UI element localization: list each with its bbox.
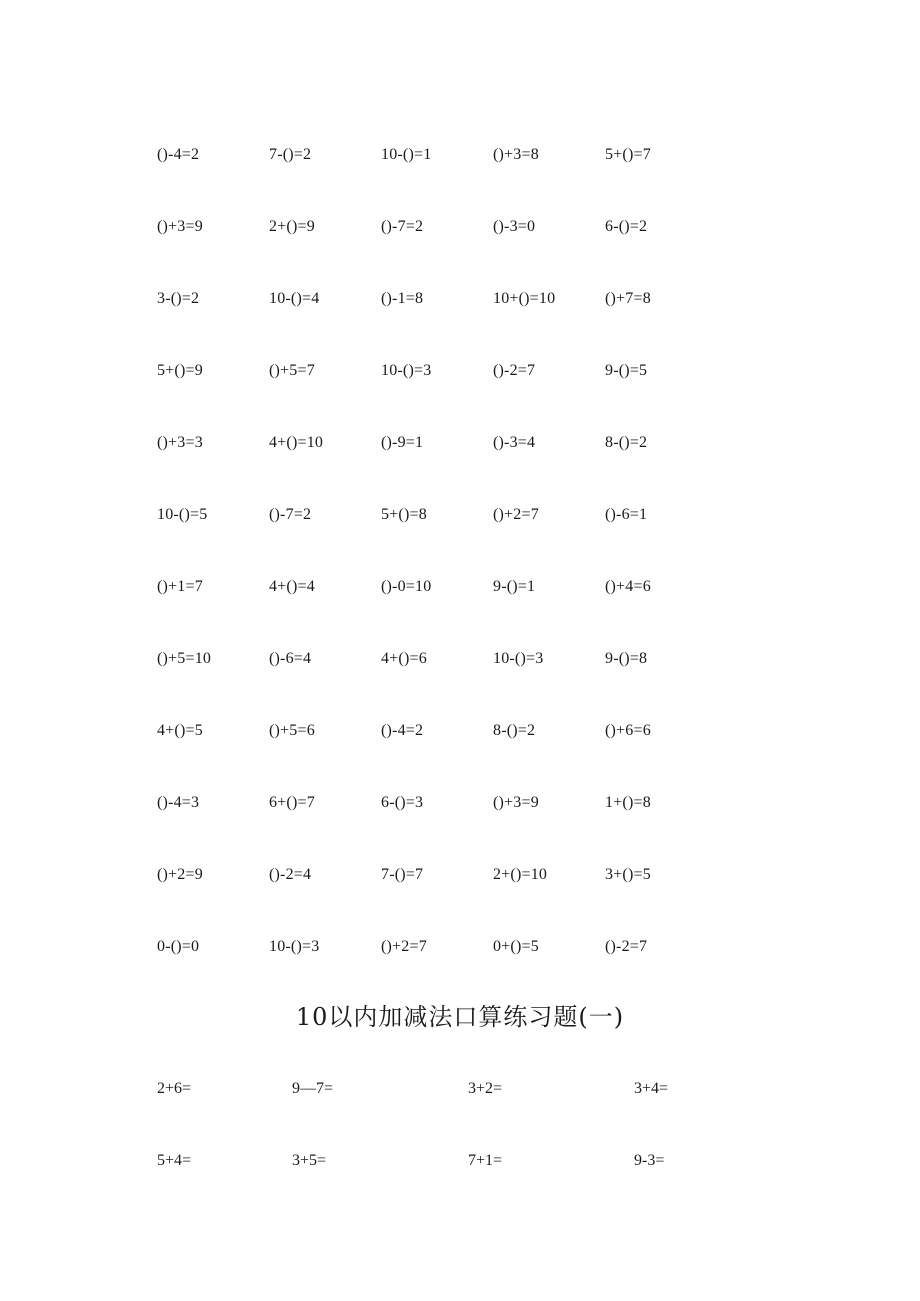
problem: 8-()=2 [605, 434, 648, 451]
problem: 3+()=5 [605, 866, 651, 883]
problem: 10-()=4 [269, 290, 320, 307]
problem: ()+3=8 [493, 146, 539, 163]
problem: 3+2= [468, 1080, 503, 1097]
problem: ()+6=6 [605, 722, 651, 739]
problem: 3+5= [292, 1152, 327, 1169]
problem-row [157, 1077, 717, 1149]
problem: 5+()=9 [157, 362, 203, 379]
fill-in-blank-grid [157, 143, 717, 1007]
problem: ()-6=4 [269, 650, 312, 667]
problem: 7-()=7 [381, 866, 424, 883]
problem: ()-7=2 [381, 218, 424, 235]
problem: ()-4=3 [157, 794, 200, 811]
problem: ()-9=1 [381, 434, 424, 451]
problem: 9-()=1 [493, 578, 536, 595]
problem: 5+()=8 [381, 506, 427, 523]
problem: 0+()=5 [493, 938, 539, 955]
problem-row [157, 431, 717, 503]
problem: 4+()=10 [269, 434, 324, 451]
problem: ()+3=9 [157, 218, 203, 235]
problem: ()+5=10 [157, 650, 212, 667]
problem: ()-6=1 [605, 506, 648, 523]
problem: 4+()=4 [269, 578, 315, 595]
problem: 3-()=2 [157, 290, 200, 307]
problem: 9-3= [634, 1152, 665, 1169]
problem-row [157, 719, 717, 791]
problem: 4+()=6 [381, 650, 427, 667]
problem: 9-()=5 [605, 362, 648, 379]
problem: 6-()=3 [381, 794, 424, 811]
problem: 10-()=3 [269, 938, 320, 955]
section-title: 10以内加减法口算练习题(一) [295, 1003, 625, 1031]
problem: 2+6= [157, 1080, 192, 1097]
problem-row [157, 791, 717, 863]
problem: ()-0=10 [381, 578, 432, 595]
problem: 10-()=5 [157, 506, 208, 523]
problem-row [157, 359, 717, 431]
problem: ()-4=2 [381, 722, 424, 739]
problem: ()+3=3 [157, 434, 203, 451]
problem: ()+7=8 [605, 290, 651, 307]
problem-row [157, 287, 717, 359]
problem: 10-()=1 [381, 146, 432, 163]
problem: ()+2=9 [157, 866, 203, 883]
problem: ()-3=0 [493, 218, 536, 235]
problem: 6-()=2 [605, 218, 648, 235]
problem-row [157, 215, 717, 287]
problem: 4+()=5 [157, 722, 203, 739]
problem-row [157, 647, 717, 719]
problem: 10-()=3 [493, 650, 544, 667]
problem: ()+1=7 [157, 578, 203, 595]
problem: 3+4= [634, 1080, 669, 1097]
problem: 0-()=0 [157, 938, 200, 955]
problem: ()-2=7 [493, 362, 536, 379]
problem: 7-()=2 [269, 146, 312, 163]
problem: ()+3=9 [493, 794, 539, 811]
problem-row [157, 143, 717, 215]
problem: 9-()=8 [605, 650, 648, 667]
problem: ()+2=7 [493, 506, 539, 523]
problem: ()-7=2 [269, 506, 312, 523]
problem: 7+1= [468, 1152, 503, 1169]
problem: 2+()=10 [493, 866, 548, 883]
problem: 10+()=10 [493, 290, 556, 307]
problem: 5+4= [157, 1152, 192, 1169]
problem: 10-()=3 [381, 362, 432, 379]
problem: ()+2=7 [381, 938, 427, 955]
problem: 2+()=9 [269, 218, 315, 235]
problem: 5+()=7 [605, 146, 651, 163]
problem: ()-2=4 [269, 866, 312, 883]
problem: ()+4=6 [605, 578, 651, 595]
problem: ()+5=7 [269, 362, 315, 379]
problem-row [157, 1149, 717, 1221]
problem: ()-1=8 [381, 290, 424, 307]
problem: ()+5=6 [269, 722, 315, 739]
problem: 9—7= [292, 1080, 334, 1097]
problem: ()-4=2 [157, 146, 200, 163]
arithmetic-grid [157, 1077, 717, 1221]
problem: ()-3=4 [493, 434, 536, 451]
problem: ()-2=7 [605, 938, 648, 955]
problem: 8-()=2 [493, 722, 536, 739]
problem-row [157, 503, 717, 575]
problem-row [157, 863, 717, 935]
problem: 1+()=8 [605, 794, 651, 811]
problem: 6+()=7 [269, 794, 315, 811]
problem-row [157, 575, 717, 647]
problem-row [157, 935, 717, 1007]
